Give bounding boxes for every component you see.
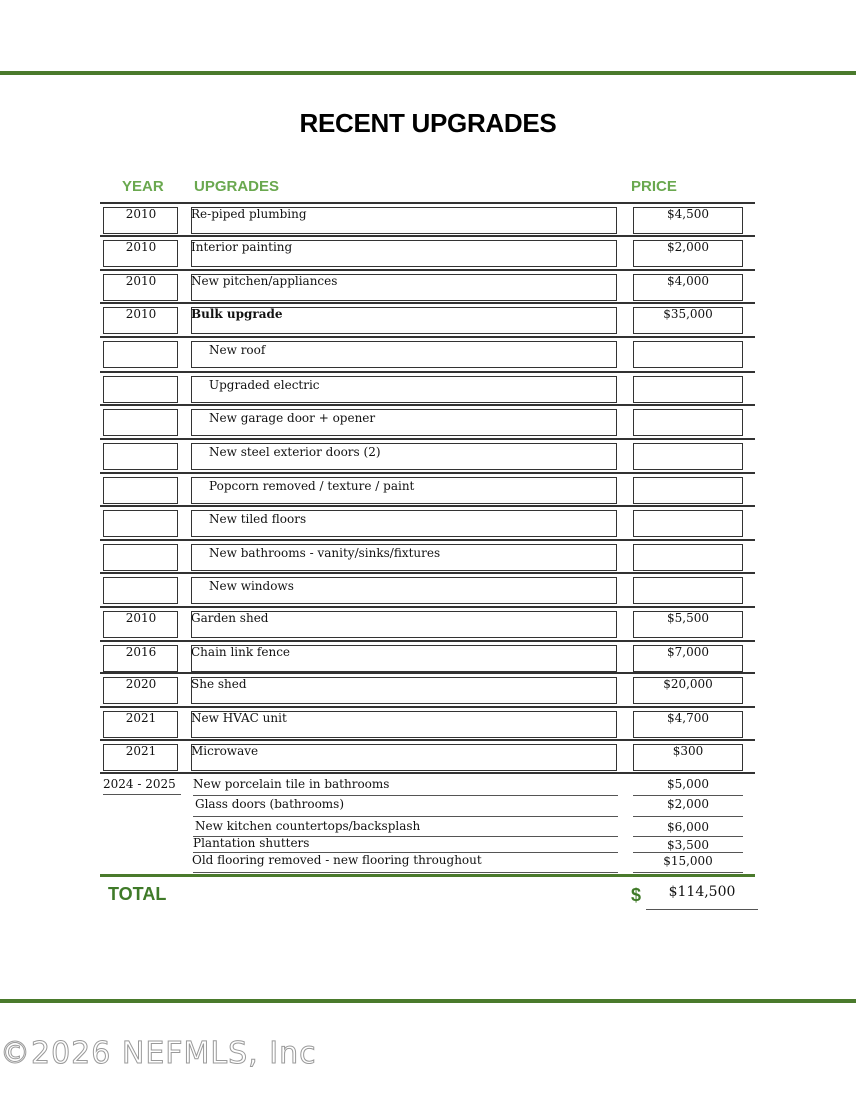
table-row (0, 438, 856, 472)
table-row (0, 336, 856, 370)
row-divider (100, 438, 755, 440)
recent-price-underline (633, 852, 743, 853)
row-divider (100, 505, 755, 507)
recent-price: $3,500 (667, 838, 709, 852)
cell-upgrade: New windows (209, 579, 294, 593)
table-row (0, 572, 856, 606)
watermark: ©2026 NEFMLS, Inc (0, 1036, 317, 1071)
total-underline (646, 909, 758, 910)
recent-price-underline (633, 872, 743, 873)
year-box[interactable] (103, 376, 178, 403)
table-row (0, 539, 856, 573)
cell-price: $4,500 (667, 207, 709, 221)
price-box[interactable] (633, 577, 743, 604)
row-divider (100, 739, 755, 741)
price-box[interactable] (633, 443, 743, 470)
cell-price: $4,700 (667, 711, 709, 725)
recent-price-underline (633, 836, 743, 837)
table-row (0, 404, 856, 438)
year-box[interactable] (103, 510, 178, 537)
cell-price: $5,500 (667, 611, 709, 625)
cell-upgrade: New tiled floors (209, 512, 307, 526)
cell-upgrade: Garden shed (191, 611, 269, 625)
header-year: YEAR (122, 178, 164, 195)
recent-upgrade: New porcelain tile in bathrooms (193, 777, 390, 791)
table-row (0, 302, 856, 336)
cell-price: $7,000 (667, 645, 709, 659)
row-divider (100, 202, 755, 204)
recent-upgrade: Glass doors (bathrooms) (195, 797, 345, 811)
page-title: RECENT UPGRADES (299, 108, 557, 138)
cell-upgrade: New steel exterior doors (2) (209, 445, 381, 459)
recent-upgrade-underline (193, 795, 618, 796)
cell-price: $300 (672, 744, 704, 758)
cell-year: 2010 (125, 307, 157, 321)
row-divider (100, 539, 755, 541)
cell-upgrade: Chain link fence (191, 645, 291, 659)
cell-upgrade: Re-piped plumbing (191, 207, 307, 221)
recent-price: $15,000 (663, 854, 713, 868)
price-box[interactable] (633, 477, 743, 504)
cell-price: $2,000 (667, 240, 709, 254)
table-row (0, 472, 856, 506)
recent-upgrade-underline (193, 816, 618, 817)
recent-price: $5,000 (667, 777, 709, 791)
year-box[interactable] (103, 577, 178, 604)
recent-year: 2024 - 2025 (103, 777, 176, 791)
row-divider (100, 404, 755, 406)
cell-year: 2021 (125, 744, 157, 758)
price-box[interactable] (633, 544, 743, 571)
table-row (0, 235, 856, 269)
header-upgrades: UPGRADES (194, 178, 280, 195)
table-row (0, 739, 856, 773)
top-rule (0, 71, 856, 75)
year-box[interactable] (103, 409, 178, 436)
row-divider (100, 336, 755, 338)
year-box[interactable] (103, 477, 178, 504)
cell-upgrade: New pitchen/appliances (191, 274, 338, 288)
year-box[interactable] (103, 341, 178, 368)
row-divider (100, 672, 755, 674)
price-box[interactable] (633, 376, 743, 403)
cell-upgrade: Bulk upgrade (191, 307, 283, 321)
recent-price: $6,000 (667, 820, 709, 834)
year-box[interactable] (103, 544, 178, 571)
table-row (0, 269, 856, 303)
row-divider (100, 772, 755, 774)
cell-year: 2021 (125, 711, 157, 725)
cell-upgrade: New bathrooms - vanity/sinks/fixtures (209, 546, 441, 560)
row-divider (100, 706, 755, 708)
total-value: $114,500 (668, 884, 736, 900)
table-row (0, 505, 856, 539)
recent-upgrade: Plantation shutters (193, 836, 310, 850)
cell-year: 2010 (125, 274, 157, 288)
price-box[interactable] (633, 510, 743, 537)
row-divider (100, 371, 755, 373)
cell-year: 2016 (125, 645, 157, 659)
price-box[interactable] (633, 341, 743, 368)
row-divider (100, 235, 755, 237)
table-row (0, 706, 856, 740)
cell-upgrade: She shed (191, 677, 247, 691)
row-divider (100, 302, 755, 304)
upgrade-box[interactable] (191, 677, 617, 704)
total-rule (100, 874, 755, 877)
year-box[interactable] (103, 443, 178, 470)
row-divider (100, 606, 755, 608)
recent-upgrade: Old flooring removed - new flooring throughout (192, 853, 482, 867)
cell-upgrade: New HVAC unit (191, 711, 287, 725)
cell-upgrade: New garage door + opener (209, 411, 376, 425)
row-divider (100, 572, 755, 574)
cell-upgrade: Popcorn removed / texture / paint (209, 479, 415, 493)
cell-upgrade: Interior painting (191, 240, 293, 254)
cell-year: 2010 (125, 240, 157, 254)
table-row (0, 640, 856, 674)
recent-upgrade: New kitchen countertops/backsplash (195, 819, 421, 833)
cell-price: $35,000 (663, 307, 713, 321)
cell-year: 2010 (125, 611, 157, 625)
table-row (0, 371, 856, 405)
table-row (0, 606, 856, 640)
row-divider (100, 269, 755, 271)
cell-price: $20,000 (663, 677, 713, 691)
cell-year: 2020 (125, 677, 157, 691)
table-row (0, 202, 856, 236)
cell-upgrade: New roof (209, 343, 266, 357)
recent-price-underline (633, 816, 743, 817)
cell-year: 2010 (125, 207, 157, 221)
price-box[interactable] (633, 409, 743, 436)
recent-price-underline (633, 795, 743, 796)
cell-upgrade: Upgraded electric (209, 378, 320, 392)
table-row (0, 672, 856, 706)
recent-upgrade-underline (193, 872, 618, 873)
row-divider (100, 640, 755, 642)
bottom-rule (0, 999, 856, 1003)
cell-upgrade: Microwave (191, 744, 259, 758)
cell-price: $4,000 (667, 274, 709, 288)
recent-price: $2,000 (667, 797, 709, 811)
total-label: TOTAL (108, 884, 167, 904)
header-price: PRICE (631, 178, 677, 195)
recent-year-underline (103, 794, 181, 795)
total-currency: $ (631, 885, 642, 905)
row-divider (100, 472, 755, 474)
